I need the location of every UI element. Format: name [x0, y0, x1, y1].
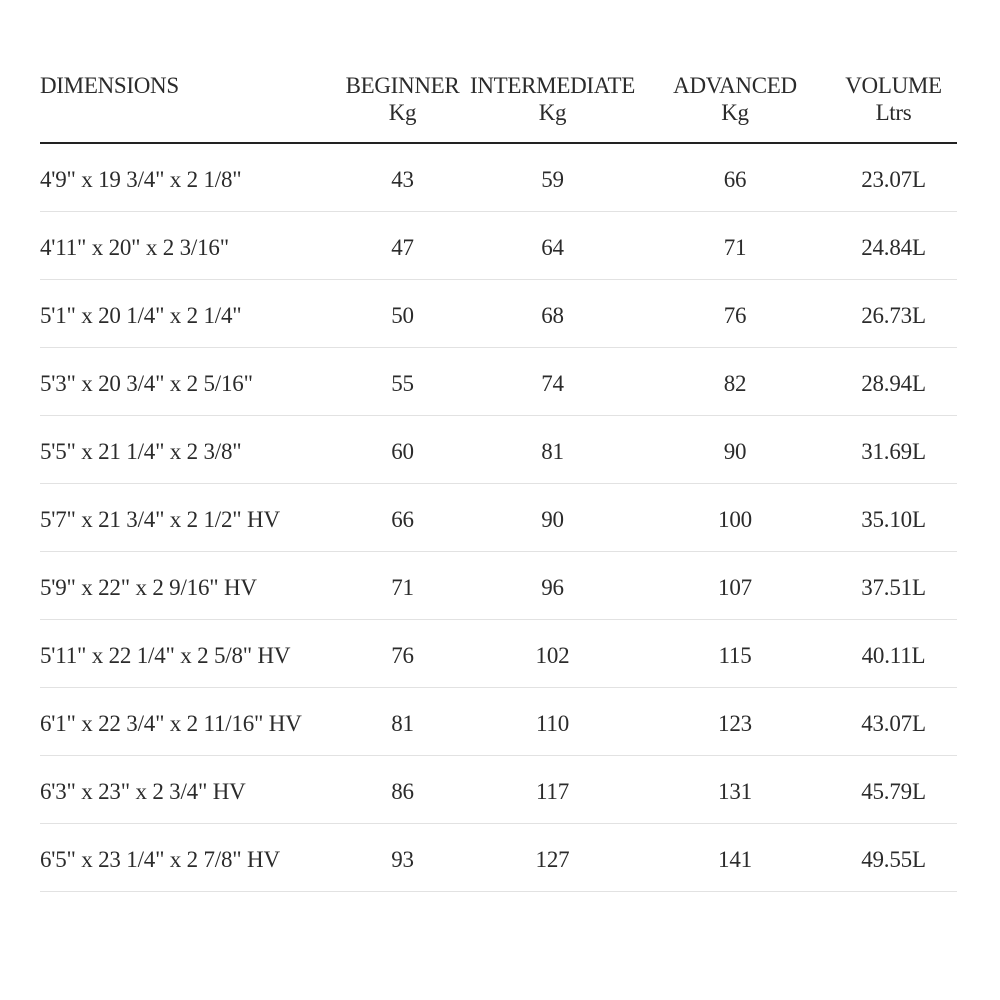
cell-volume: 49.55L [861, 846, 926, 872]
header-intermediate [465, 70, 640, 142]
cell-intermediate-kg: 64 [541, 234, 564, 260]
cell-dimensions: 5'3" x 20 3/4" x 2 5/16" [40, 370, 253, 396]
cell-volume: 45.79L [861, 778, 926, 804]
cell-advanced-kg: 66 [723, 166, 747, 192]
cell-intermediate-kg: 59 [541, 166, 564, 192]
header-advanced [640, 70, 830, 142]
header-label: DIMENSIONS [40, 73, 179, 98]
cell-beginner-kg: 86 [391, 778, 414, 804]
table-row [40, 552, 957, 620]
cell-dimensions: 5'11" x 22 1/4" x 2 5/8" HV [40, 642, 291, 668]
cell-advanced-kg: 141 [718, 846, 752, 872]
table-row [40, 348, 957, 416]
cell-advanced-kg: 82 [723, 370, 747, 396]
cell-volume: 43.07L [861, 710, 926, 736]
cell-volume: 35.10L [861, 506, 926, 532]
table-row [40, 416, 957, 484]
header-label: INTERMEDIATE [469, 73, 636, 98]
cell-volume: 37.51L [861, 574, 926, 600]
header-label: ADVANCED [673, 73, 797, 98]
cell-beginner-kg: 60 [391, 438, 414, 464]
table-row [40, 212, 957, 280]
header-unit: Kg [388, 100, 417, 125]
cell-beginner-kg: 71 [391, 574, 414, 600]
cell-beginner-kg: 76 [391, 642, 414, 668]
cell-beginner-kg: 50 [391, 302, 414, 328]
header-beginner [340, 70, 465, 142]
cell-volume: 24.84L [861, 234, 926, 260]
cell-volume: 26.73L [861, 302, 926, 328]
cell-beginner-kg: 66 [391, 506, 414, 532]
cell-advanced-kg: 123 [718, 710, 752, 736]
header-label: VOLUME [845, 73, 942, 98]
cell-dimensions: 6'1" x 22 3/4" x 2 11/16" HV [40, 710, 302, 736]
cell-intermediate-kg: 81 [541, 438, 564, 464]
cell-beginner-kg: 93 [391, 846, 414, 872]
cell-advanced-kg: 76 [723, 302, 747, 328]
cell-volume: 31.69L [861, 438, 926, 464]
cell-dimensions: 4'11" x 20" x 2 3/16" [40, 234, 229, 260]
cell-volume: 28.94L [861, 370, 926, 396]
cell-advanced-kg: 100 [718, 506, 752, 532]
cell-intermediate-kg: 68 [541, 302, 564, 328]
table-row [40, 484, 957, 552]
cell-volume: 40.11L [861, 642, 926, 668]
cell-intermediate-kg: 110 [535, 710, 570, 736]
table-body [40, 144, 957, 892]
cell-advanced-kg: 107 [718, 574, 752, 600]
table-row [40, 688, 957, 756]
cell-beginner-kg: 81 [391, 710, 414, 736]
table-header-row [40, 70, 957, 144]
cell-intermediate-kg: 90 [541, 506, 564, 532]
table-row [40, 756, 957, 824]
table-row [40, 620, 957, 688]
table-row [40, 280, 957, 348]
cell-intermediate-kg: 117 [535, 778, 570, 804]
header-volume [830, 70, 957, 142]
cell-beginner-kg: 47 [391, 234, 414, 260]
cell-dimensions: 5'5" x 21 1/4" x 2 3/8" [40, 438, 242, 464]
cell-dimensions: 6'3" x 23" x 2 3/4" HV [40, 778, 246, 804]
table-row [40, 824, 957, 892]
cell-advanced-kg: 131 [718, 778, 752, 804]
size-chart-table [40, 70, 957, 892]
header-label: BEGINNER [345, 73, 460, 98]
cell-dimensions: 5'7" x 21 3/4" x 2 1/2" HV [40, 506, 280, 532]
cell-dimensions: 5'1" x 20 1/4" x 2 1/4" [40, 302, 242, 328]
cell-intermediate-kg: 102 [535, 642, 570, 668]
header-unit: Kg [721, 100, 749, 125]
cell-dimensions: 5'9" x 22" x 2 9/16" HV [40, 574, 257, 600]
header-unit: Ltrs [875, 100, 912, 125]
cell-beginner-kg: 43 [391, 166, 414, 192]
cell-intermediate-kg: 74 [541, 370, 564, 396]
cell-advanced-kg: 115 [718, 642, 752, 668]
cell-intermediate-kg: 127 [535, 846, 570, 872]
cell-volume: 23.07L [861, 166, 926, 192]
cell-advanced-kg: 71 [723, 234, 747, 260]
cell-intermediate-kg: 96 [541, 574, 564, 600]
cell-advanced-kg: 90 [723, 438, 747, 464]
header-dimensions [40, 70, 340, 142]
header-unit: Kg [538, 100, 567, 125]
cell-dimensions: 6'5" x 23 1/4" x 2 7/8" HV [40, 846, 280, 872]
table-row [40, 144, 957, 212]
cell-beginner-kg: 55 [391, 370, 414, 396]
cell-dimensions: 4'9" x 19 3/4" x 2 1/8" [40, 166, 242, 192]
